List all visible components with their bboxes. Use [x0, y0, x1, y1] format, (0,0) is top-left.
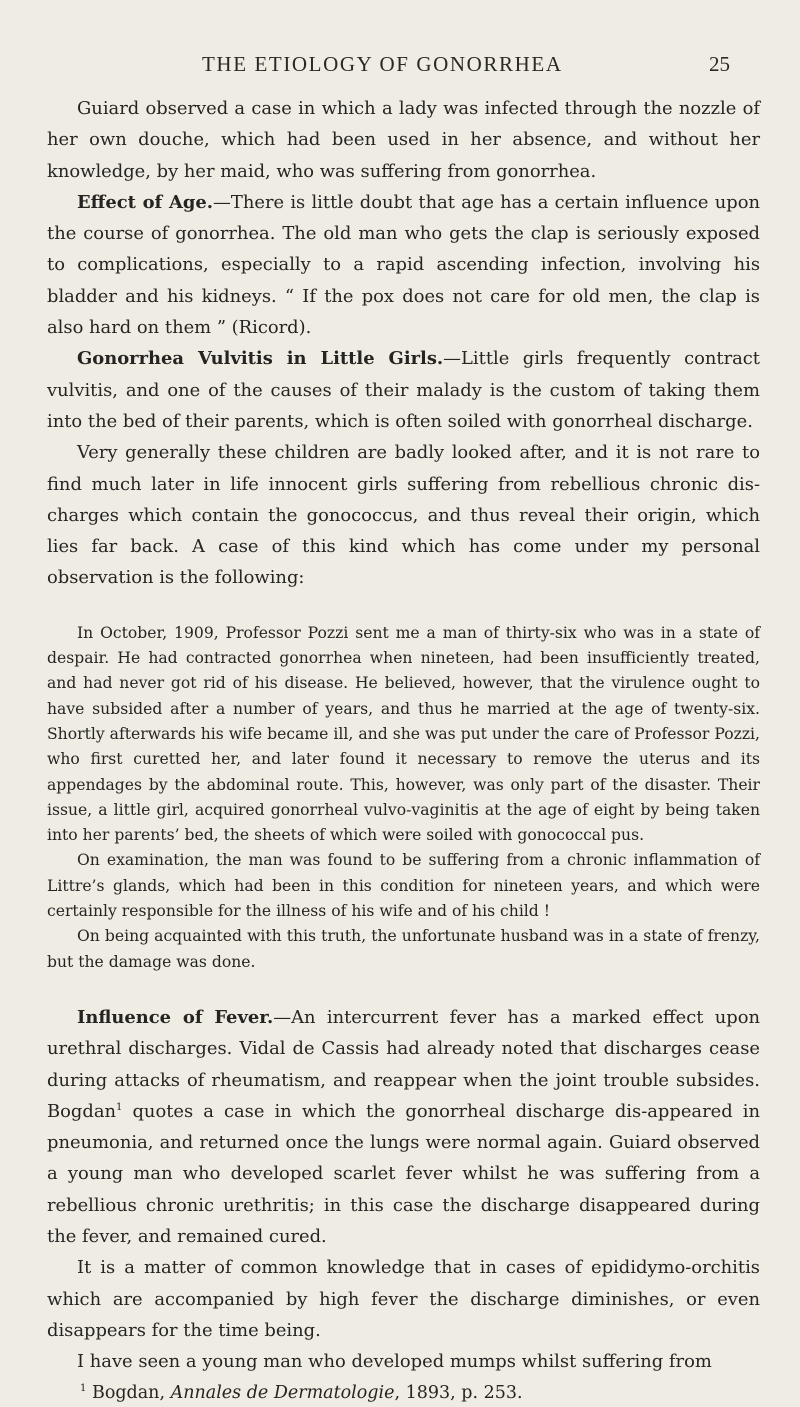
case-report-paragraph: On being acquainted with this truth, the unfortunate husband was in a state of frenzy, but the damage was done. [47, 927, 760, 971]
case-report-paragraph: In October, 1909, Professor Pozzi sent me a man of thirty-six who was in a state of despair. He had contracted gonorrhea when nineteen, had been insufficiently treated, and had never got rid of his disease. He believed, however, that the virulence ought to have subsided after a number of years, and thus he married at the age of twenty-six. Shortly afterwards his wife became ill, and she was put under the care of Professor Pozzi, who first curetted her, and later found it necessary to remove the uterus and its appendages by the abdominal route. This, however, was only part of the disaster. Their issue, a little girl, acquired gonorrheal vulvo-vaginitis at the age of eight by being taken into her parents’ bed, the sheets of which were soiled with gonococcal pus. [47, 623, 760, 845]
paragraph-influence-of-fever [47, 1002, 760, 1252]
paragraph-text: —There is little doubt that age has a certain influence upon the course of gonorrhea. The old man who gets the clap is seriously exposed to complications, especially to a rapid ascending infection, involving his bladder and his kidneys. “ If the pox does not care for old men, the clap is also hard on them ” (Ricord). [47, 191, 761, 339]
page-number: 25 [709, 52, 730, 76]
footnote-journal: Annales de Dermatologie [170, 1383, 395, 1404]
paragraph-text: quotes a case in which the gonorrheal discharge dis-appeared in pneumonia, and returned once the lungs were normal again. Guiard observed a young man who developed scarlet fever whilst he was suffering from a rebellious chronic urethritis; in this case the discharge disappeared during the fever, and remained cured. [47, 1100, 760, 1247]
paragraph-children: Very generally these children are badly looked after, and it is not rare to find much later in life innocent girls suffering from rebellious chronic dis-charges which contain the gonococcus, and thus reveal their origin, which lies far back. A case of this kind which has come under my personal observation is the following: [47, 442, 760, 589]
footnote-author: Bogdan, [91, 1383, 171, 1404]
paragraph-effect-of-age [47, 187, 760, 343]
paragraph-text: —An intercurrent fever has a marked effect upon urethral discharges. Vidal de Cassis had already noted that discharges cease during attacks of rheumatism, and reappear when the joint trouble subsides. Bogdan [47, 1006, 760, 1122]
paragraph-vulvitis [47, 343, 760, 437]
section-heading-fever: Influence of Fever. [77, 1006, 274, 1028]
paragraph-guiard-douche: Guiard observed a case in which a lady was infected through the nozzle of her own douche, which had been used in her absence, and without her knowledge, by her maid, who was suffering from gonorrhea. [47, 98, 760, 182]
page-body [47, 93, 760, 1407]
running-head: THE ETIOLOGY OF GONORRHEA [202, 52, 563, 76]
paragraph-text: —Little girls frequently contract vulvitis, and one of the causes of their malady is the custom of taking them into the bed of their parents, which is often soiled with gonorrheal discharge. [47, 348, 760, 432]
paragraph-mumps: I have seen a young man who developed mumps whilst suffering from [77, 1351, 712, 1373]
footnote [47, 1379, 760, 1407]
page-header [200, 52, 760, 82]
section-heading-vulvitis: Gonorrhea Vulvitis in Little Girls. [77, 348, 444, 370]
paragraph-epididymo: It is a matter of common knowledge that in cases of epididymo-orchitis which are accompanied by high fever the discharge diminishes, or even disappears for the time being. [47, 1257, 760, 1341]
footnote-mark: 1 [80, 1383, 87, 1395]
footnote-ref: 1 [116, 1101, 123, 1113]
case-report-paragraph: On examination, the man was found to be suffering from a chronic inflammation of Littre’s glands, which had been in this condition for nineteen years, and which were certainly responsible for the illness of his wife and of his child ! [47, 851, 760, 921]
section-heading-age: Effect of Age. [77, 191, 214, 213]
footnote-citation: , 1893, p. 253. [394, 1383, 523, 1404]
